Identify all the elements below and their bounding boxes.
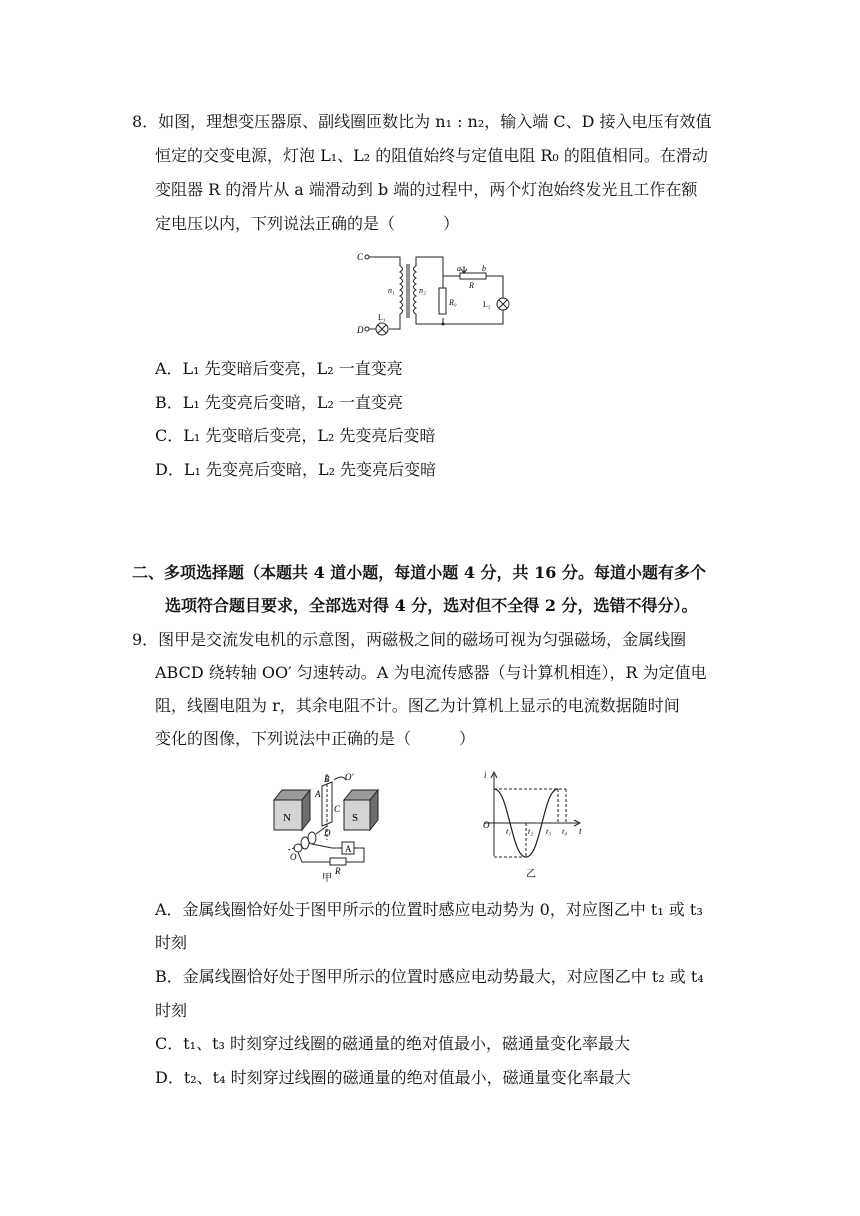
q8-stem-line-2: 恒定的交变电源，灯泡 L₁、L₂ 的阻值始终与定值电阻 R₀ 的阻值相同。在滑动 [155, 146, 708, 165]
q9-jia-label-s: S [352, 812, 359, 824]
section2-header-line-1: 二、多项选择题（本题共 4 道小题，每道小题 4 分，共 16 分。每道小题有多个 [132, 563, 706, 582]
q9-option-c: C．t₁、t₃ 时刻穿过线圈的磁通量的绝对值最小，磁通量变化率最大 [155, 1034, 631, 1053]
q8-stem-line-1: 8．如图，理想变压器原、副线圈匝数比为 n₁ : n₂，输入端 C、D 接入电压有效值 [132, 112, 712, 131]
q8-label-r: R [469, 281, 474, 290]
q9-stem-line-4: 变化的图像，下列说法中正确的是（ ） [155, 729, 476, 748]
q8-label-l1: L₁ [378, 313, 386, 322]
q8-label-n2: n₂ [419, 286, 426, 295]
q9-current-graph [478, 768, 590, 880]
q9-option-a-line-2: 时刻 [155, 933, 188, 952]
q9-jia-label-o-prime: O′ [345, 772, 354, 782]
q9-yi-origin-label: O [483, 820, 490, 830]
q8-label-n1: n₁ [388, 286, 395, 295]
q8-circuit-diagram [350, 248, 520, 340]
q9-jia-label-sensor: A [345, 844, 352, 854]
q9-yi-tick-t2: t₂ [528, 827, 534, 836]
q9-option-b-line-1: B．金属线圈恰好处于图甲所示的位置时感应电动势最大，对应图乙中 t₂ 或 t₄ [155, 967, 704, 986]
q9-yi-tick-t4: t₄ [562, 827, 568, 836]
q9-option-a-line-1: A．金属线圈恰好处于图甲所示的位置时感应电动势为 0，对应图乙中 t₁ 或 t₃ [155, 900, 703, 919]
q9-yi-tick-t1: t₁ [506, 827, 512, 836]
section2-header-line-2: 选项符合题目要求，全部选对得 4 分，选对但不全得 2 分，选错不得分）。 [165, 596, 698, 615]
q9-jia-label-a: A [315, 789, 321, 799]
q8-option-c: C．L₁ 先变暗后变亮，L₂ 先变亮后变暗 [155, 426, 436, 445]
q9-yi-caption: 乙 [526, 869, 536, 880]
q9-yi-x-axis-label: t [579, 826, 582, 836]
q9-jia-label-c: C [334, 804, 341, 814]
q8-label-b: b [482, 264, 486, 273]
q9-stem-line-1: 9．图甲是交流发电机的示意图，两磁极之间的磁场可视为匀强磁场，金属线圈 [132, 630, 687, 649]
q8-option-d: D．L₁ 先变亮后变暗，L₂ 先变亮后变暗 [155, 460, 437, 479]
q9-stem-line-2: ABCD 绕转轴 OO′ 匀速转动。A 为电流传感器（与计算机相连），R 为定值电 [155, 663, 707, 682]
q9-generator-diagram [272, 770, 392, 882]
q8-label-d: D [357, 325, 364, 335]
q9-jia-label-r: R [335, 866, 341, 876]
q9-jia-label-b: B [324, 774, 330, 784]
q8-label-l2: L₂ [483, 300, 491, 309]
q9-jia-label-n: N [283, 812, 291, 824]
q9-stem-line-3: 阻，线圈电阻为 r，其余电阻不计。图乙为计算机上显示的电流数据随时间 [155, 696, 680, 715]
q8-label-c: C [357, 252, 364, 262]
q8-option-a: A．L₁ 先变暗后变亮，L₂ 一直变亮 [155, 359, 403, 378]
q8-stem-line-4: 定电压以内，下列说法正确的是（ ） [155, 214, 460, 233]
q8-stem-line-3: 变阻器 R 的滑片从 a 端滑动到 b 端的过程中，两个灯泡始终发光且工作在额 [155, 180, 698, 199]
q8-label-a: a [457, 264, 461, 273]
q9-yi-y-axis-label: i [484, 770, 487, 780]
q9-jia-caption: 甲 [322, 873, 332, 882]
q9-jia-label-d: D [324, 828, 331, 838]
q9-option-d: D．t₂、t₄ 时刻穿过线圈的磁通量的绝对值最小，磁通量变化率最大 [155, 1068, 631, 1087]
q9-option-b-line-2: 时刻 [155, 1001, 188, 1020]
q8-label-r0: R₀ [449, 298, 457, 307]
q8-option-b: B．L₁ 先变亮后变暗，L₂ 一直变亮 [155, 393, 404, 412]
q9-jia-label-o: O [290, 852, 297, 862]
q9-yi-tick-t3: t₃ [546, 827, 552, 836]
